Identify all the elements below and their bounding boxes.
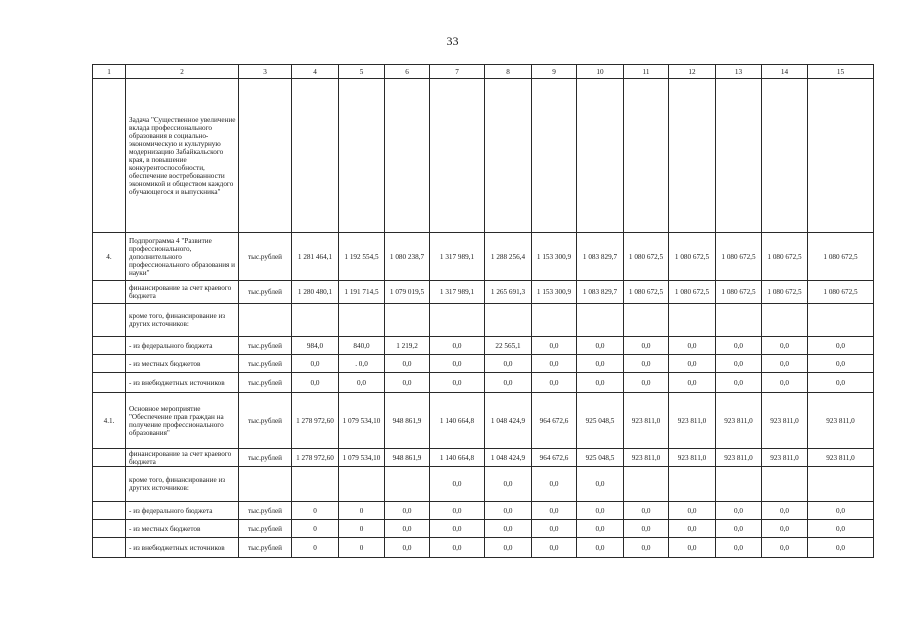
value-cell [385, 467, 430, 502]
value-cell: 0,0 [762, 538, 808, 558]
value-cell: 923 811,0 [716, 393, 762, 449]
value-cell: 0,0 [762, 502, 808, 520]
row-number-cell [93, 79, 126, 233]
value-cell: 0,0 [624, 520, 669, 538]
value-cell: 840,0 [339, 337, 385, 355]
value-cell: 0,0 [532, 337, 577, 355]
unit-cell: тыс.рублей [239, 355, 292, 373]
value-cell [485, 304, 532, 337]
value-cell [716, 467, 762, 502]
value-cell [292, 467, 339, 502]
value-cell [762, 304, 808, 337]
value-cell [577, 304, 624, 337]
value-cell [669, 467, 716, 502]
value-cell: 0,0 [577, 337, 624, 355]
row-name-cell: финансирование за счет краевого бюджета [126, 281, 239, 304]
table-row [93, 520, 874, 538]
row-number-cell: 4. [93, 233, 126, 281]
value-cell: 0,0 [762, 355, 808, 373]
value-cell: 0,0 [577, 538, 624, 558]
value-cell [430, 304, 485, 337]
value-cell: 1 080 672,5 [669, 281, 716, 304]
value-cell: 0,0 [716, 502, 762, 520]
value-cell: 0,0 [430, 538, 485, 558]
row-number-cell [93, 304, 126, 337]
value-cell: 923 811,0 [808, 449, 874, 467]
value-cell [292, 79, 339, 233]
table-row [93, 281, 874, 304]
value-cell: 1 191 714,5 [339, 281, 385, 304]
value-cell: 923 811,0 [669, 449, 716, 467]
unit-cell [239, 467, 292, 502]
value-cell: 0,0 [577, 467, 624, 502]
value-cell: 1 080 672,5 [716, 281, 762, 304]
value-cell: 1 080 672,5 [624, 233, 669, 281]
value-cell: 0,0 [716, 373, 762, 393]
value-cell: 1 080 238,7 [385, 233, 430, 281]
value-cell [669, 79, 716, 233]
column-number-4: 4 [292, 65, 339, 79]
column-number-7: 7 [430, 65, 485, 79]
value-cell: 22 565,1 [485, 337, 532, 355]
unit-cell: тыс.рублей [239, 449, 292, 467]
value-cell: 0 [339, 520, 385, 538]
row-number-cell [93, 520, 126, 538]
column-number-12: 12 [669, 65, 716, 79]
value-cell: 1 080 672,5 [669, 233, 716, 281]
page-number: 33 [446, 34, 459, 48]
value-cell: 923 811,0 [716, 449, 762, 467]
value-cell: 0,0 [624, 502, 669, 520]
table-row [93, 393, 874, 449]
table-row [93, 304, 874, 337]
value-cell: 923 811,0 [762, 393, 808, 449]
unit-cell: тыс.рублей [239, 538, 292, 558]
value-cell [339, 304, 385, 337]
value-cell: 0,0 [624, 373, 669, 393]
value-cell: 0,0 [385, 502, 430, 520]
value-cell: 0,0 [385, 355, 430, 373]
value-cell [292, 304, 339, 337]
value-cell: 0,0 [808, 502, 874, 520]
value-cell: 1 080 672,5 [808, 281, 874, 304]
value-cell [339, 467, 385, 502]
value-cell: 1 153 300,9 [532, 233, 577, 281]
value-cell: 0,0 [430, 355, 485, 373]
value-cell: 948 861,9 [385, 449, 430, 467]
value-cell [808, 467, 874, 502]
value-cell: 925 048,5 [577, 393, 624, 449]
value-cell [532, 79, 577, 233]
value-cell: . 0,0 [339, 355, 385, 373]
column-number-9: 9 [532, 65, 577, 79]
row-number-cell [93, 355, 126, 373]
value-cell: 0,0 [532, 520, 577, 538]
value-cell: 0,0 [624, 538, 669, 558]
value-cell: 0,0 [669, 538, 716, 558]
column-number-14: 14 [762, 65, 808, 79]
table-row [93, 467, 874, 502]
value-cell: 0 [339, 502, 385, 520]
value-cell: 1 281 464,1 [292, 233, 339, 281]
value-cell: 0,0 [430, 467, 485, 502]
column-number-15: 15 [808, 65, 874, 79]
value-cell: 0,0 [669, 502, 716, 520]
value-cell: 1 083 829,7 [577, 281, 624, 304]
value-cell [762, 79, 808, 233]
row-number-cell: 4.1. [93, 393, 126, 449]
value-cell [430, 79, 485, 233]
value-cell [385, 304, 430, 337]
column-number-2: 2 [126, 65, 239, 79]
value-cell: 0,0 [430, 502, 485, 520]
table-row [93, 538, 874, 558]
value-cell: 0,0 [577, 502, 624, 520]
unit-cell: тыс.рублей [239, 502, 292, 520]
value-cell: 923 811,0 [624, 393, 669, 449]
header-row [93, 65, 874, 79]
column-number-10: 10 [577, 65, 624, 79]
value-cell: 0,0 [485, 502, 532, 520]
value-cell: 1 278 972,60 [292, 449, 339, 467]
value-cell: 0,0 [532, 467, 577, 502]
value-cell [808, 79, 874, 233]
value-cell: 0,0 [808, 520, 874, 538]
value-cell: 0,0 [485, 373, 532, 393]
unit-cell: тыс.рублей [239, 337, 292, 355]
value-cell: 0,0 [339, 373, 385, 393]
budget-table [92, 64, 874, 558]
row-number-cell [93, 538, 126, 558]
value-cell: 0,0 [762, 337, 808, 355]
value-cell [339, 79, 385, 233]
value-cell [716, 79, 762, 233]
value-cell: 1 265 691,3 [485, 281, 532, 304]
value-cell: 0,0 [577, 373, 624, 393]
row-name-cell: - из федерального бюджета [126, 337, 239, 355]
value-cell: 1 048 424,9 [485, 393, 532, 449]
value-cell: 0,0 [716, 538, 762, 558]
value-cell: 0,0 [762, 520, 808, 538]
value-cell: 964 672,6 [532, 393, 577, 449]
value-cell: 0,0 [532, 538, 577, 558]
value-cell: 984,0 [292, 337, 339, 355]
value-cell: 1 317 989,1 [430, 233, 485, 281]
row-name-cell: - из внебюджетных источников [126, 538, 239, 558]
value-cell: 0,0 [669, 355, 716, 373]
value-cell: 0,0 [624, 355, 669, 373]
value-cell: 0,0 [669, 373, 716, 393]
value-cell: 1 080 672,5 [762, 281, 808, 304]
value-cell: 925 048,5 [577, 449, 624, 467]
value-cell: 1 079 534,10 [339, 393, 385, 449]
row-name-cell: кроме того, финансирование из других источников: [126, 304, 239, 337]
row-number-cell [93, 502, 126, 520]
table-row [93, 449, 874, 467]
row-number-cell [93, 373, 126, 393]
value-cell: 1 079 019,5 [385, 281, 430, 304]
value-cell [624, 467, 669, 502]
unit-cell: тыс.рублей [239, 281, 292, 304]
unit-cell: тыс.рублей [239, 520, 292, 538]
value-cell [716, 304, 762, 337]
table-row [93, 355, 874, 373]
column-number-13: 13 [716, 65, 762, 79]
value-cell: 0,0 [430, 520, 485, 538]
value-cell: 0,0 [716, 520, 762, 538]
value-cell: 948 861,9 [385, 393, 430, 449]
value-cell [485, 79, 532, 233]
value-cell [624, 304, 669, 337]
value-cell: 923 811,0 [808, 393, 874, 449]
value-cell: 1 080 672,5 [762, 233, 808, 281]
column-number-1: 1 [93, 65, 126, 79]
value-cell: 0,0 [385, 520, 430, 538]
value-cell: 0,0 [808, 538, 874, 558]
value-cell: 1 083 829,7 [577, 233, 624, 281]
value-cell: 0 [292, 520, 339, 538]
row-name-cell: - из внебюджетных источников [126, 373, 239, 393]
value-cell: 0,0 [430, 337, 485, 355]
value-cell: 0,0 [808, 373, 874, 393]
value-cell: 923 811,0 [669, 393, 716, 449]
value-cell: 923 811,0 [624, 449, 669, 467]
row-name-cell: кроме того, финансирование из других источников: [126, 467, 239, 502]
unit-cell: тыс.рублей [239, 373, 292, 393]
value-cell [762, 467, 808, 502]
table-row [93, 373, 874, 393]
row-name-cell: - из федерального бюджета [126, 502, 239, 520]
row-name-cell: Задача "Существенное увеличение вклада профессионального образования в социально-экономическую и культурную модернизацию Забайкальского края, в повышение конкурентоспособности, обеспечение востребованности экономикой и обществом каждого обучающегося и выпускника" [126, 79, 239, 233]
value-cell: 1 048 424,9 [485, 449, 532, 467]
value-cell: 0,0 [762, 373, 808, 393]
value-cell: 0,0 [430, 373, 485, 393]
value-cell: 1 192 554,5 [339, 233, 385, 281]
table-row [93, 233, 874, 281]
value-cell: 1 080 672,5 [624, 281, 669, 304]
value-cell: 0,0 [532, 373, 577, 393]
column-number-8: 8 [485, 65, 532, 79]
value-cell [385, 79, 430, 233]
value-cell [669, 304, 716, 337]
value-cell: 0,0 [532, 502, 577, 520]
value-cell: 0,0 [485, 538, 532, 558]
value-cell: 0,0 [485, 520, 532, 538]
row-number-cell [93, 449, 126, 467]
value-cell: 1 278 972,60 [292, 393, 339, 449]
value-cell: 0,0 [808, 355, 874, 373]
value-cell: 0,0 [669, 337, 716, 355]
value-cell: 0,0 [385, 538, 430, 558]
value-cell: 0,0 [292, 373, 339, 393]
value-cell: 1 219,2 [385, 337, 430, 355]
unit-cell: тыс.рублей [239, 233, 292, 281]
value-cell: 0 [292, 502, 339, 520]
row-number-cell [93, 281, 126, 304]
value-cell: 1 140 664,8 [430, 393, 485, 449]
value-cell: 1 079 534,10 [339, 449, 385, 467]
unit-cell [239, 304, 292, 337]
table-row [93, 79, 874, 233]
value-cell: 0,0 [577, 355, 624, 373]
value-cell: 1 080 672,5 [808, 233, 874, 281]
table-row [93, 502, 874, 520]
row-number-cell [93, 467, 126, 502]
value-cell: 0,0 [716, 355, 762, 373]
row-name-cell: Основное мероприятие "Обеспечение прав граждан на получение профессионального образования" [126, 393, 239, 449]
value-cell: 0,0 [485, 355, 532, 373]
unit-cell: тыс.рублей [239, 393, 292, 449]
column-number-5: 5 [339, 65, 385, 79]
row-name-cell: - из местных бюджетов [126, 355, 239, 373]
row-name-cell: - из местных бюджетов [126, 520, 239, 538]
value-cell: 1 080 672,5 [716, 233, 762, 281]
value-cell: 0,0 [485, 467, 532, 502]
value-cell: 0,0 [669, 520, 716, 538]
unit-cell [239, 79, 292, 233]
value-cell: 964 672,6 [532, 449, 577, 467]
value-cell [808, 304, 874, 337]
column-number-6: 6 [385, 65, 430, 79]
value-cell: 1 280 480,1 [292, 281, 339, 304]
table-row [93, 337, 874, 355]
value-cell: 0 [339, 538, 385, 558]
value-cell: 0 [292, 538, 339, 558]
column-number-3: 3 [239, 65, 292, 79]
value-cell [624, 79, 669, 233]
value-cell [577, 79, 624, 233]
value-cell: 0,0 [385, 373, 430, 393]
value-cell: 1 153 300,9 [532, 281, 577, 304]
value-cell: 0,0 [716, 337, 762, 355]
value-cell: 0,0 [292, 355, 339, 373]
value-cell: 1 317 989,1 [430, 281, 485, 304]
column-number-11: 11 [624, 65, 669, 79]
value-cell [532, 304, 577, 337]
value-cell: 0,0 [624, 337, 669, 355]
value-cell: 0,0 [808, 337, 874, 355]
row-name-cell: финансирование за счет краевого бюджета [126, 449, 239, 467]
row-number-cell [93, 337, 126, 355]
value-cell: 1 140 664,8 [430, 449, 485, 467]
row-name-cell: Подпрограмма 4 "Развитие профессионального, дополнительного профессионального образования и науки" [126, 233, 239, 281]
value-cell: 0,0 [532, 355, 577, 373]
value-cell: 923 811,0 [762, 449, 808, 467]
value-cell: 1 288 256,4 [485, 233, 532, 281]
value-cell: 0,0 [577, 520, 624, 538]
